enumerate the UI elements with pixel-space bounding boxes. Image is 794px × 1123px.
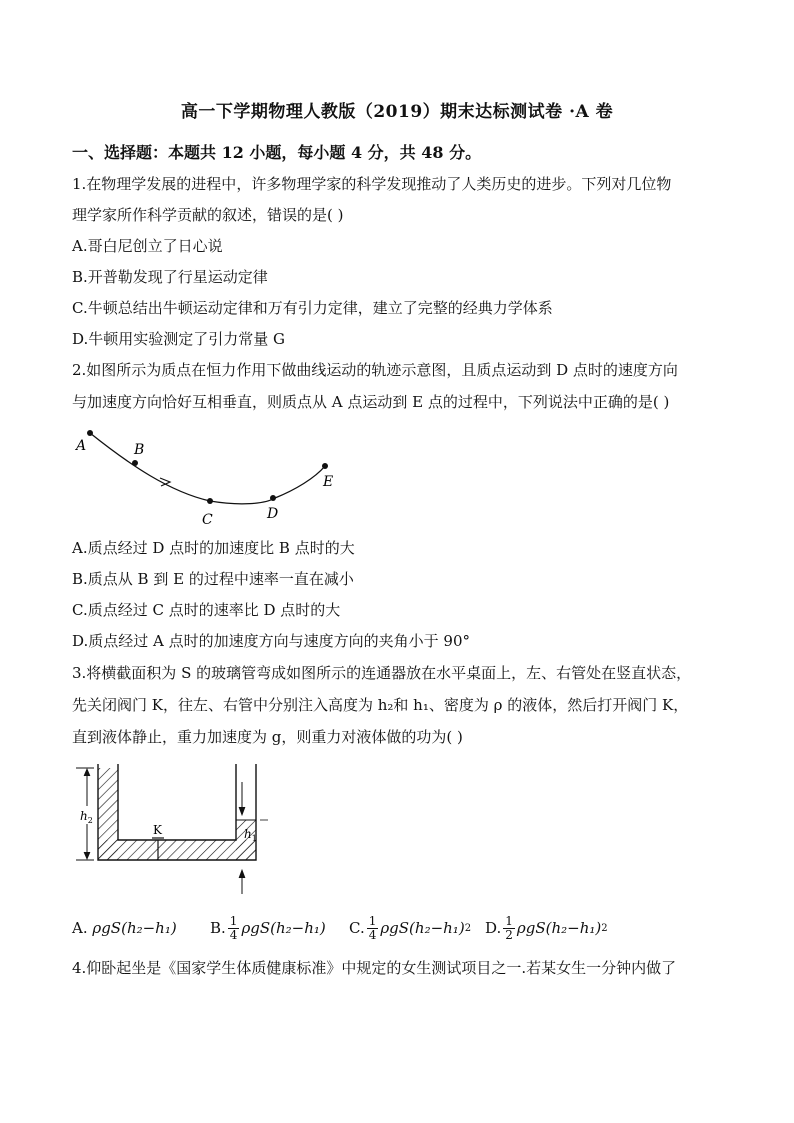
- q2-option-c: C.质点经过 C 点时的速率比 D 点时的大: [72, 601, 341, 619]
- point-d: [270, 495, 276, 501]
- tube-inner-wall: [118, 764, 236, 840]
- q2-option-d: D.质点经过 A 点时的加速度方向与速度方向的夹角小于 90°: [72, 632, 470, 650]
- trajectory-figure: [70, 420, 350, 530]
- q1-stem-line-2: 理学家所作科学贡献的叙述，错误的是( ): [72, 206, 344, 224]
- q3-option-d-fraction: $\frac{1}{2}$: [505, 913, 513, 942]
- h2-label: $h_2$: [80, 809, 93, 825]
- connected-vessel-figure: [70, 758, 270, 898]
- point-b: [132, 460, 138, 466]
- section-heading: 一、选择题：本题共 12 小题，每小题 4 分，共 48 分。: [72, 143, 482, 162]
- h1-label: $h_1$: [244, 827, 257, 843]
- q2-option-b: B.质点从 B 到 E 的过程中速率一直在减小: [72, 570, 354, 588]
- q1-stem-line-1: 1.在物理学发展的进程中，许多物理学家的科学发现推动了人类历史的进步。下列对几位物: [72, 175, 672, 193]
- q3-option-c-fraction: $\frac{1}{4}$: [368, 913, 377, 942]
- q2-option-a: A.质点经过 D 点时的加速度比 B 点时的大: [72, 539, 355, 557]
- q1-option-a: A.哥白尼创立了日心说: [72, 237, 223, 255]
- label-b: B: [134, 442, 145, 458]
- liquid-bottom: [98, 840, 256, 860]
- q3-option-c: C. $\frac{1}{4}$ ρgS(h₂−h₁) 2: [349, 913, 472, 942]
- point-c: [207, 498, 213, 504]
- valve-label: K: [153, 823, 162, 837]
- q1-option-b: B.开普勒发现了行星运动定律: [72, 268, 268, 286]
- label-c: C: [202, 512, 213, 528]
- label-e: E: [323, 474, 334, 490]
- page-title: 高一下学期物理人教版（2019）期末达标测试卷 ·A 卷: [180, 102, 614, 122]
- q4-stem-line-1: 4.仰卧起坐是《国家学生体质健康标准》中规定的女生测试项目之一.若某女生一分钟内做了: [72, 959, 677, 977]
- q3-option-b: B. $\frac{1}{4}$ ρgS(h₂−h₁): [210, 913, 326, 942]
- q3-stem-line-3: 直到液体静止，重力加速度为 g，则重力对液体做的功为( ): [72, 728, 463, 746]
- q1-option-c: C.牛顿总结出牛顿运动定律和万有引力定律，建立了完整的经典力学体系: [72, 299, 553, 317]
- q3-stem-line-2: 先关闭阀门 K，往左、右管中分别注入高度为 h₂和 h₁、密度为 ρ 的液体，然后打开阀门 K，: [72, 696, 689, 714]
- q1-option-d: D.牛顿用实验测定了引力常量 G: [72, 330, 286, 348]
- q2-stem-line-2: 与加速度方向恰好互相垂直，则质点从 A 点运动到 E 点的过程中，下列说法中正确的是( ): [72, 393, 670, 411]
- q3-option-a: A. ρgS(h₂−h₁): [72, 919, 177, 937]
- q3-option-b-fraction: $\frac{1}{4}$: [229, 913, 238, 942]
- label-a: A: [76, 438, 87, 454]
- trajectory-curve: [90, 433, 325, 504]
- point-e: [322, 463, 328, 469]
- point-a: [87, 430, 93, 436]
- q3-stem-line-1: 3.将横截面积为 S 的玻璃管弯成如图所示的连通器放在水平桌面上，左、右管处在竖直状态，: [72, 664, 692, 682]
- q3-options: [72, 908, 732, 948]
- q3-option-d: D. $\frac{1}{2}$ ρgS(h₂−h₁) 2: [485, 913, 608, 942]
- q2-stem-line-1: 2.如图所示为质点在恒力作用下做曲线运动的轨迹示意图，且质点运动到 D 点时的速度方向: [72, 361, 678, 379]
- label-d: D: [267, 506, 279, 522]
